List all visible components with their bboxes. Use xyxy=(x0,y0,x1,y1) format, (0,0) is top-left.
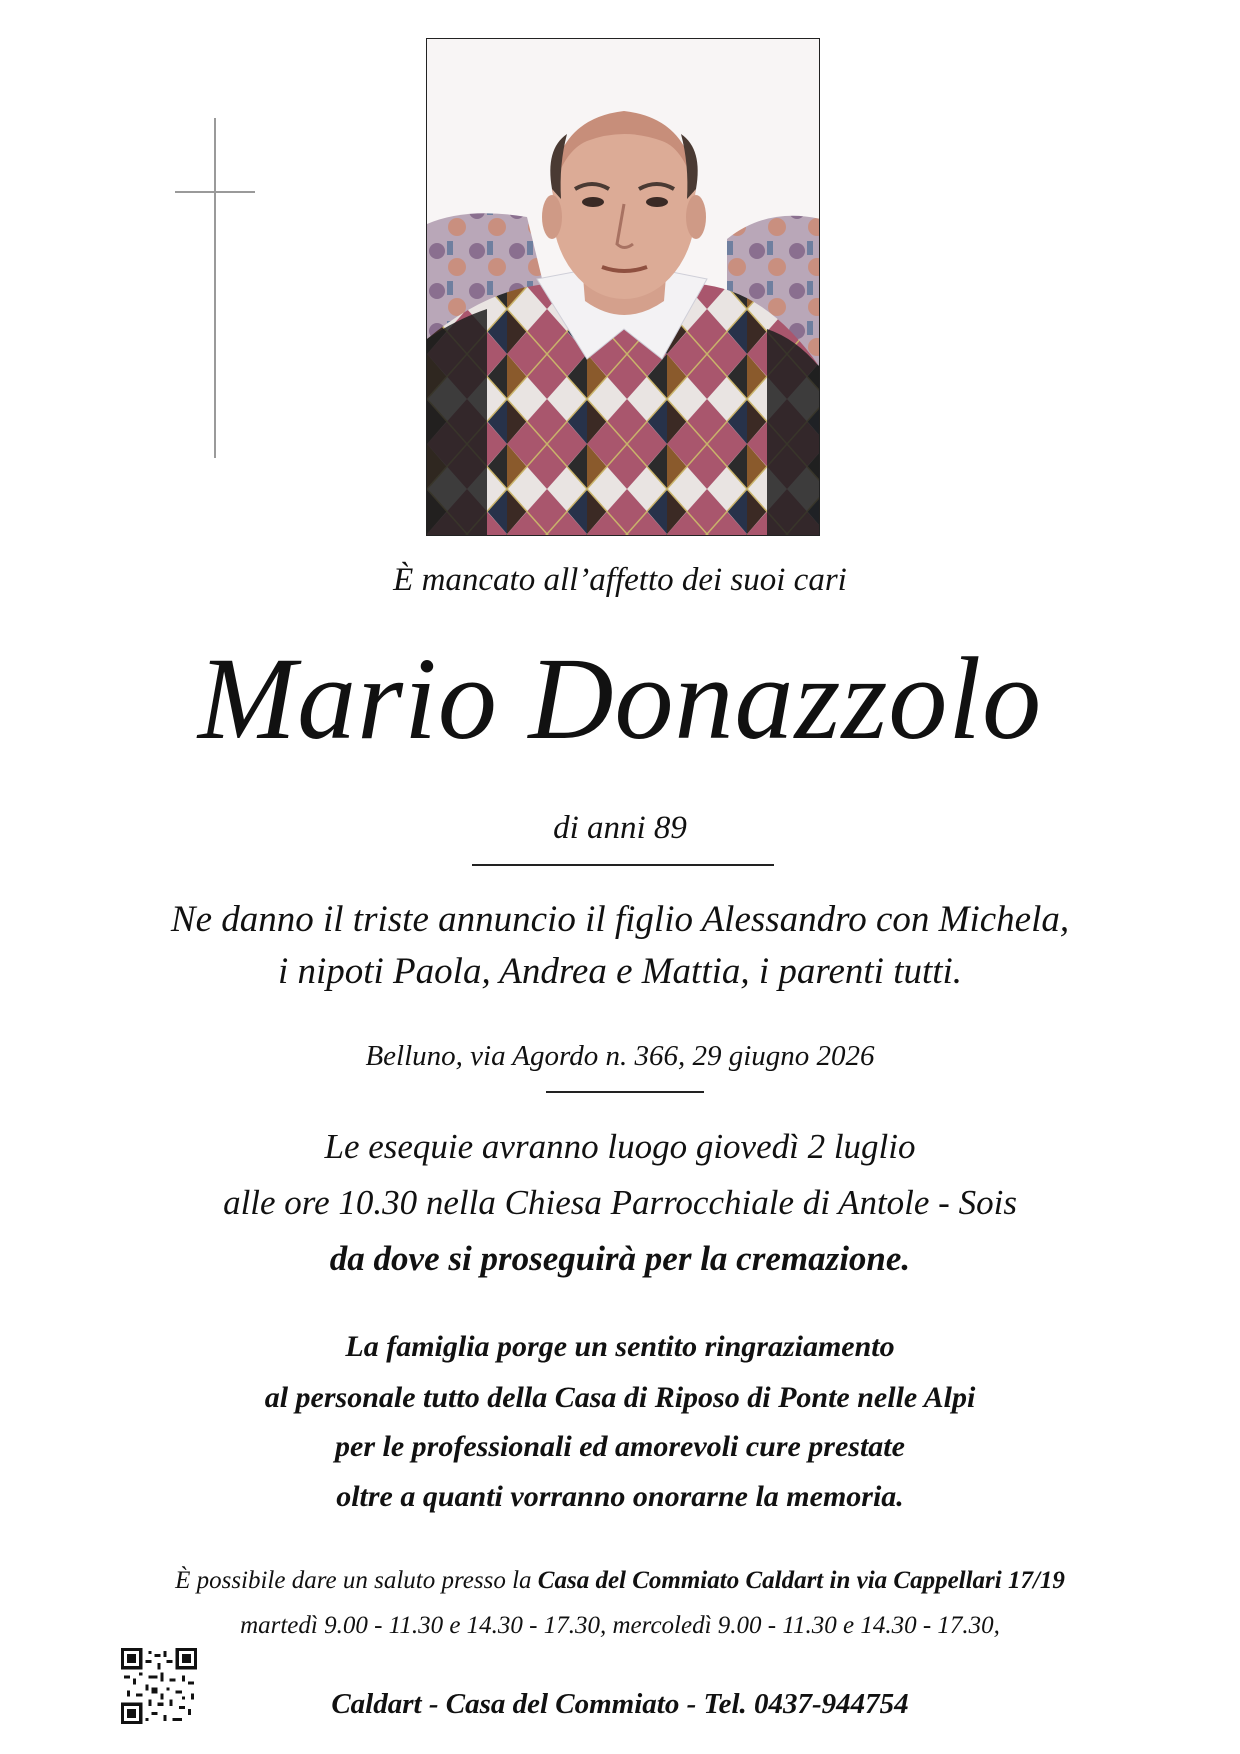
dedication-line: È mancato all’affetto dei suoi cari xyxy=(393,562,847,598)
funeral-line: alle ore 10.30 nella Chiesa Parrocchiale di Antole - Sois xyxy=(223,1183,1017,1222)
age-line: di anni 89 xyxy=(553,810,687,846)
announcement-line: i nipoti Paola, Andrea e Mattia, i parenti tutti. xyxy=(277,951,963,992)
address-date-line: Belluno, via Agordo n. 366, 29 giugno 2026 xyxy=(365,1040,875,1072)
visit-line xyxy=(0,1567,1240,1595)
cross-icon xyxy=(214,118,216,458)
visit-hours: martedì 9.00 - 11.30 e 14.30 - 17.30, mercoledì 9.00 - 11.30 e 14.30 - 17.30, xyxy=(240,1612,1000,1639)
funeral-line: da dove si proseguirà per la cremazione. xyxy=(329,1239,911,1278)
funeral-line: Le esequie avranno luogo giovedì 2 luglio xyxy=(324,1127,916,1166)
thanks-line: La famiglia porge un sentito ringraziamento xyxy=(345,1330,895,1363)
thanks-line: al personale tutto della Casa di Riposo di Ponte nelle Alpi xyxy=(264,1381,976,1414)
divider-rule xyxy=(472,864,774,866)
deceased-name: Mario Donazzolo xyxy=(197,633,1043,764)
announcement-line: Ne danno il triste annuncio il figlio Alessandro con Michela, xyxy=(170,899,1070,940)
divider-rule xyxy=(546,1091,704,1093)
visit-place: Casa del Commiato Caldart in via Cappellari 17/19 xyxy=(537,1567,1065,1594)
visit-intro: È possibile dare un saluto presso la xyxy=(175,1567,538,1594)
portrait-photo xyxy=(426,38,820,536)
thanks-line: per le professionali ed amorevoli cure prestate xyxy=(335,1430,905,1463)
cross-icon-bar xyxy=(175,191,255,193)
thanks-line: oltre a quanti vorranno onorarne la memoria. xyxy=(336,1480,904,1513)
footer-contact: Caldart - Casa del Commiato - Tel. 0437-944754 xyxy=(331,1688,909,1720)
